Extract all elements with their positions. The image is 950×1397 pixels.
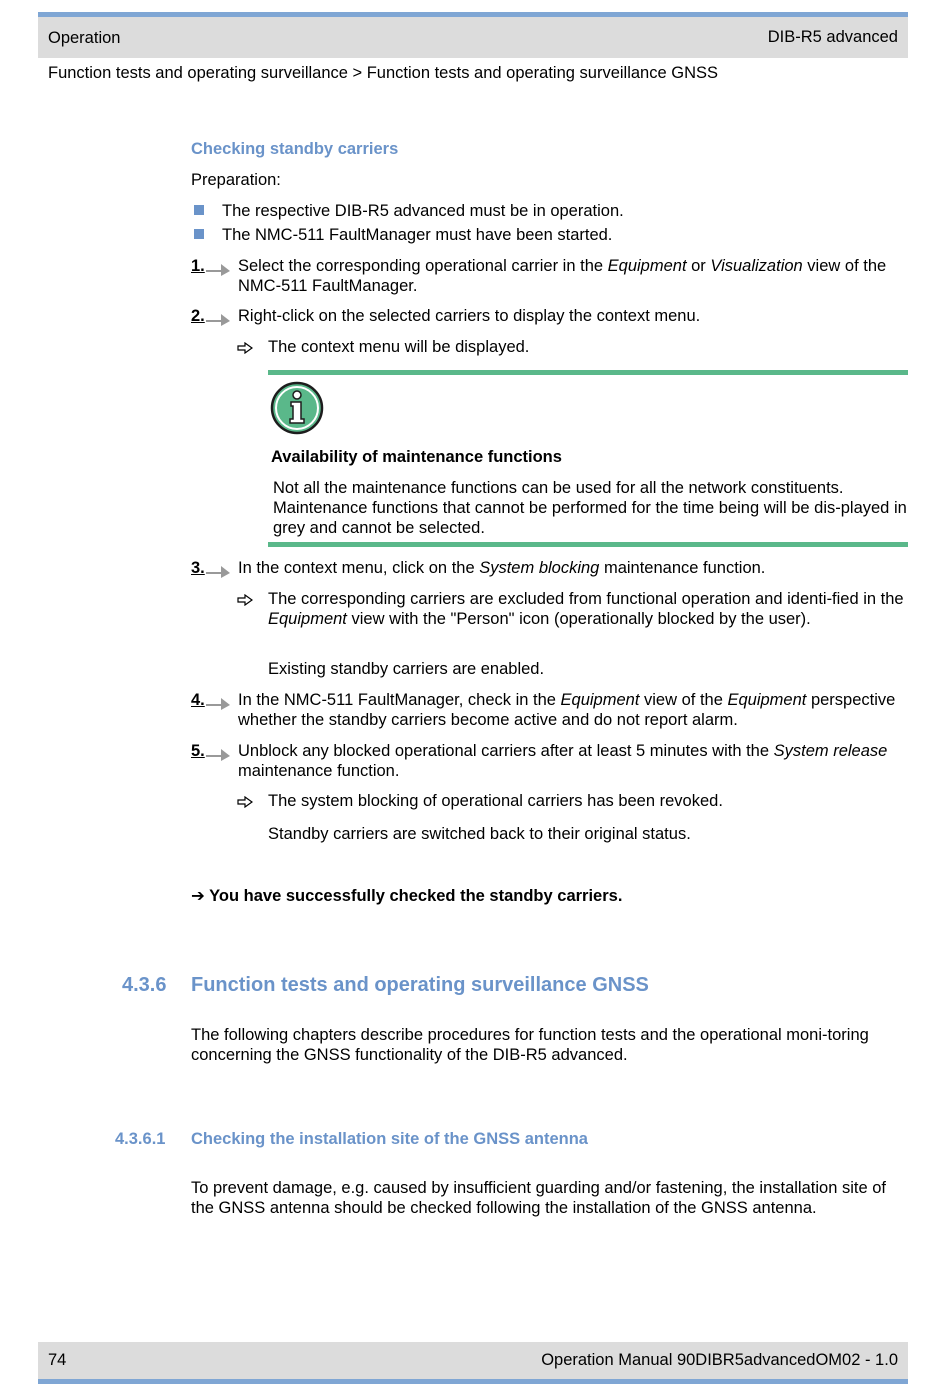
result-arrow-icon [237,342,253,354]
step-arrow-icon [206,564,230,578]
step-2-result: The context menu will be displayed. [268,338,530,356]
step-5-text: Unblock any blocked operational carriers after at least 5 minutes with the System release maintenance function. [238,742,888,780]
section-text: The following chapters describe procedures for function tests and the operational moni-toring concerning the GNSS functionality of the DIB-R5 advanced. [191,1026,869,1064]
result-arrow-icon [237,796,253,808]
step-1-text: Select the corresponding operational carrier in the Equipment or Visualization view of the NMC-511 FaultManager. [238,257,887,295]
section-number: 4.3.6 [122,974,167,996]
step-number: 1. [191,257,205,275]
subsection-number: 4.3.6.1 [115,1130,166,1148]
step-arrow-icon [206,312,230,326]
section-title: Function tests and operating surveillance GNSS [191,974,649,996]
step-3-result-extra: Existing standby carriers are enabled. [268,660,545,678]
page-number: 74 [48,1351,67,1369]
step-3-result: The corresponding carriers are excluded from functional operation and identi-fied in the Equipment view with the "Person" icon (operationally blocked by the user). [268,590,904,628]
note-bottom-bar [268,542,908,547]
step-number: 3. [191,559,205,577]
page-header [38,17,908,58]
info-icon [270,381,324,435]
step-arrow-icon [206,747,230,761]
step-number: 4. [191,691,205,709]
prep-bullet-1: The respective DIB-R5 advanced must be in operation. [222,202,624,220]
note-top-bar [268,370,908,375]
step-number: 2. [191,307,205,325]
conclusion: ➔ You have successfully checked the standby carriers. [191,887,623,905]
note-title: Availability of maintenance functions [271,448,562,466]
step-4-text: In the NMC-511 FaultManager, check in the Equipment view of the Equipment perspective whether the standby carriers become active and do not report alarm. [238,691,896,729]
footer-bottom-bar [38,1379,908,1384]
bullet-square-icon [194,229,204,239]
step-5-result-extra: Standby carriers are switched back to their original status. [268,825,691,843]
step-5-result: The system blocking of operational carriers has been revoked. [268,792,723,810]
note-text: Not all the maintenance functions can be used for all the network constituents. Maintenance functions that cannot be performed for the time being will be dis-played in grey and cannot be selected. [273,479,907,537]
step-3-text: In the context menu, click on the System blocking maintenance function. [238,559,766,577]
step-number: 5. [191,742,205,760]
prep-bullet-2: The NMC-511 FaultManager must have been started. [222,226,613,244]
step-arrow-icon [206,696,230,710]
header-product: DIB-R5 advanced [767,28,898,46]
breadcrumb: Function tests and operating surveillance > Function tests and operating surveillance GNSS [48,64,718,82]
preparation-label: Preparation: [191,171,281,189]
bullet-square-icon [194,205,204,215]
step-2-text: Right-click on the selected carriers to display the context menu. [238,307,701,325]
document-id: Operation Manual 90DIBR5advancedOM02 - 1.0 [541,1351,898,1369]
subsection-text: To prevent damage, e.g. caused by insufficient guarding and/or fastening, the installation site of the GNSS antenna should be checked following the installation of the GNSS antenna. [191,1179,886,1217]
page-footer [38,1342,908,1379]
standby-heading: Checking standby carriers [191,140,399,158]
subsection-title: Checking the installation site of the GNSS antenna [191,1130,588,1148]
step-arrow-icon [206,262,230,276]
result-arrow-icon [237,594,253,606]
header-chapter: Operation [48,29,121,47]
